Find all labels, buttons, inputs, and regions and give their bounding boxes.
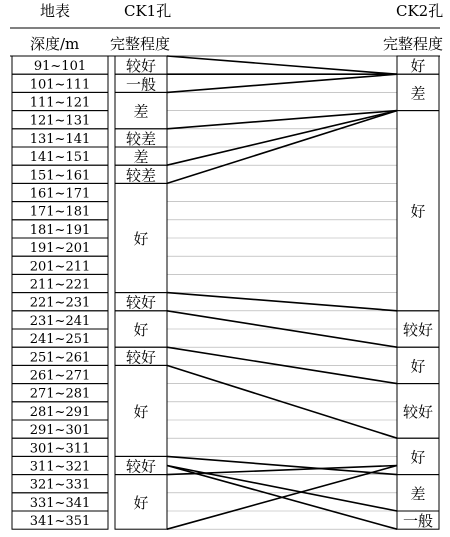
ck1-integrity-label: 一般 bbox=[125, 75, 157, 94]
depth-label: 301~311 bbox=[29, 441, 91, 457]
correlation-line bbox=[167, 466, 397, 475]
ck1-header: CK1孔 bbox=[124, 2, 172, 20]
depth-label: 101~111 bbox=[29, 77, 91, 93]
ck2-header: CK2孔 bbox=[396, 2, 444, 20]
depth-label: 281~291 bbox=[29, 404, 91, 420]
depth-column bbox=[12, 56, 108, 529]
ck2-integrity-label: 一般 bbox=[402, 512, 434, 531]
depth-label: 321~331 bbox=[29, 477, 91, 493]
depth-label: 221~231 bbox=[29, 295, 91, 311]
ck1-integrity-label: 好 bbox=[133, 321, 149, 339]
ck2-integrity-header: 完整程度 bbox=[383, 35, 444, 53]
ck1-integrity-label: 较好 bbox=[125, 293, 157, 312]
ck2-integrity-label: 差 bbox=[410, 484, 426, 503]
depth-label: 241~251 bbox=[29, 332, 91, 348]
depth-label: 191~201 bbox=[29, 241, 91, 257]
depth-label: 91~101 bbox=[33, 59, 87, 75]
depth-bands bbox=[167, 56, 397, 529]
correlation-line bbox=[167, 111, 397, 166]
ck1-integrity-label: 好 bbox=[133, 402, 149, 421]
correlation-line bbox=[167, 111, 397, 129]
ck1-integrity-label: 好 bbox=[133, 493, 149, 512]
depth-label: 111~121 bbox=[29, 95, 91, 111]
ck1-integrity-label: 较好 bbox=[125, 348, 157, 367]
depth-column-header: 深度/m bbox=[30, 35, 80, 53]
depth-label: 261~271 bbox=[29, 368, 91, 384]
depth-label: 291~301 bbox=[29, 423, 91, 439]
depth-label: 141~151 bbox=[29, 150, 91, 166]
depth-label: 131~141 bbox=[29, 131, 91, 147]
depth-label: 251~261 bbox=[29, 350, 91, 366]
ck1-integrity-label: 差 bbox=[133, 102, 149, 121]
correlation-line bbox=[167, 293, 397, 311]
ck1-integrity-label: 较好 bbox=[125, 57, 157, 76]
ck1-integrity-label: 好 bbox=[133, 230, 149, 248]
correlation-line bbox=[167, 56, 397, 74]
ck2-integrity-label: 好 bbox=[410, 357, 426, 376]
ck1-integrity-label: 较差 bbox=[125, 129, 157, 148]
depth-label: 201~211 bbox=[29, 259, 91, 275]
ck2-integrity-label: 较好 bbox=[402, 321, 434, 339]
depth-label: 121~131 bbox=[29, 113, 91, 129]
ck2-integrity-label: 差 bbox=[410, 84, 426, 103]
ck2-integrity-label: 好 bbox=[410, 448, 426, 467]
depth-label: 271~281 bbox=[29, 386, 91, 402]
ck1-integrity-column bbox=[115, 56, 167, 529]
correlation-line bbox=[167, 74, 397, 92]
surface-header: 地表 bbox=[40, 2, 71, 20]
ck1-integrity-label: 较差 bbox=[125, 166, 157, 185]
ck2-integrity-label: 较好 bbox=[402, 402, 434, 421]
depth-label: 231~241 bbox=[29, 313, 91, 329]
depth-label: 181~191 bbox=[29, 222, 91, 238]
ck2-integrity-label: 好 bbox=[410, 202, 426, 221]
depth-label: 211~221 bbox=[29, 277, 91, 293]
ck1-integrity-header: 完整程度 bbox=[110, 35, 171, 53]
depth-label: 311~321 bbox=[29, 459, 91, 475]
ck2-integrity-label: 好 bbox=[410, 57, 426, 76]
depth-label: 331~341 bbox=[29, 495, 91, 511]
depth-label: 341~351 bbox=[29, 514, 91, 530]
ck2-integrity-column bbox=[397, 56, 439, 530]
depth-label: 161~171 bbox=[29, 186, 91, 202]
ck1-integrity-label: 差 bbox=[133, 148, 149, 167]
ck1-integrity-label: 较好 bbox=[125, 457, 157, 476]
depth-label: 151~161 bbox=[29, 168, 91, 184]
depth-label: 171~181 bbox=[29, 204, 91, 220]
